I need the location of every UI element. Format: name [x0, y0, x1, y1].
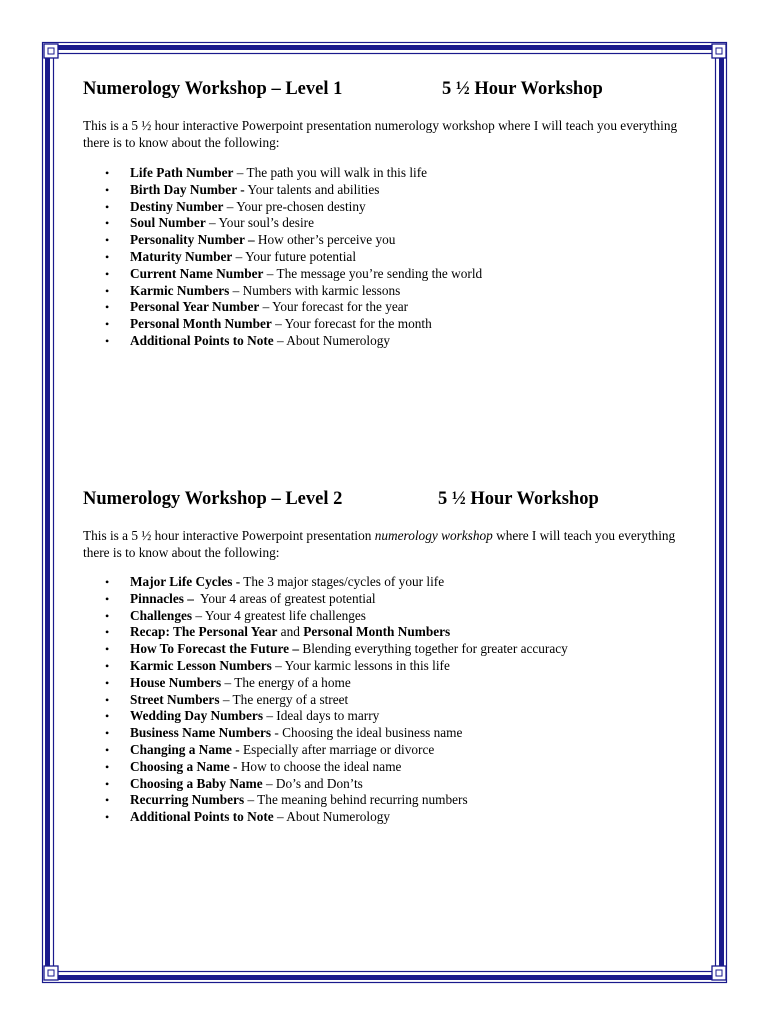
list-item: [83, 708, 693, 725]
list-item-description: – Your 4 greatest life challenges: [192, 607, 366, 623]
list-item: [83, 316, 693, 333]
list-item-description: – Ideal days to marry: [263, 708, 380, 724]
bullet-icon: •: [105, 759, 110, 774]
list-item-term: Recurring Numbers: [130, 792, 245, 808]
list-item: [83, 624, 693, 641]
list-item-description: – Numbers with karmic lessons: [229, 282, 401, 298]
bullet-icon: •: [105, 675, 110, 690]
list-item-description: – The message you’re sending the world: [263, 265, 483, 281]
bullet-icon: •: [105, 216, 110, 231]
level-2-topic-list: [83, 574, 693, 826]
list-item-description: – About Numerology: [273, 809, 391, 825]
list-item: [83, 608, 693, 625]
list-item: [83, 742, 693, 759]
list-item-description: – Your forecast for the year: [259, 299, 409, 315]
bullet-icon: •: [105, 793, 110, 808]
list-item-term: Additional Points to Note: [130, 809, 274, 825]
level-2-intro-text: This is a 5 ½ hour interactive Powerpoint presentation: [83, 528, 375, 543]
bullet-icon: •: [105, 776, 110, 791]
list-item-term: Pinnacles –: [130, 590, 194, 606]
list-item-term: Soul Number: [130, 215, 206, 231]
list-item-term: Personality Number –: [130, 232, 255, 248]
list-item-term: Business Name Numbers: [130, 725, 272, 741]
level-1-intro: This is a 5 ½ hour interactive Powerpoint presentation numerology workshop where I will teach you everything there is to know about the following:: [83, 118, 678, 150]
list-item: [83, 232, 693, 249]
list-item: [83, 692, 693, 709]
level-2-title: Numerology Workshop – Level 2: [83, 489, 343, 509]
list-item: [83, 675, 693, 692]
level-1-duration: 5 ½ Hour Workshop: [442, 79, 603, 99]
list-item-description: – Your soul’s desire: [205, 215, 314, 231]
bullet-icon: •: [105, 726, 110, 741]
list-item: [83, 215, 693, 232]
level-2-intro: [83, 527, 693, 561]
list-item-description: – Your karmic lessons in this life: [271, 657, 450, 673]
list-item: [83, 333, 693, 350]
bullet-icon: •: [105, 625, 110, 640]
list-item-description: Especially after marriage or divorce: [239, 741, 435, 757]
level-1-title: Numerology Workshop – Level 1: [83, 79, 343, 99]
bullet-icon: •: [105, 300, 110, 315]
list-item-description: – Your pre-chosen destiny: [223, 198, 366, 214]
level-1-heading: [83, 79, 693, 103]
bullet-icon: •: [105, 266, 110, 281]
bullet-icon: •: [105, 591, 110, 606]
bullet-icon: •: [105, 810, 110, 825]
list-item-description: – The energy of a home: [221, 674, 351, 690]
list-item: [83, 792, 693, 809]
list-item-description: Blending everything together for greater accuracy: [299, 641, 568, 657]
bullet-icon: •: [105, 742, 110, 757]
bullet-icon: •: [105, 283, 110, 298]
list-item-description: Your 4 areas of greatest potential: [193, 590, 376, 606]
list-item: [83, 776, 693, 793]
list-item-term: House Numbers: [130, 674, 222, 690]
bullet-icon: •: [105, 166, 110, 180]
list-item-term: Changing a Name -: [130, 741, 240, 757]
level-2-duration: 5 ½ Hour Workshop: [438, 489, 599, 509]
list-item: [83, 809, 693, 826]
list-item-description: – Your forecast for the month: [271, 316, 432, 332]
bullet-icon: •: [105, 249, 110, 264]
list-item-term: Birth Day Number -: [130, 181, 245, 197]
bullet-icon: •: [105, 692, 110, 707]
list-item-description: - Choosing the ideal business name: [271, 725, 463, 741]
list-item-term: Personal Year Number: [130, 299, 260, 315]
level-2-intro-text-end: where I will teach you everything there is to know about the following:: [83, 528, 676, 560]
level-2-intro-emphasis: numerology workshop: [374, 528, 493, 543]
list-item-term: Additional Points to Note: [130, 332, 274, 348]
list-item-term: Major Life Cycles -: [130, 574, 241, 589]
list-item: [83, 759, 693, 776]
list-item-description: How to choose the ideal name: [237, 758, 402, 774]
list-item-term: Choosing a Baby Name: [130, 775, 263, 791]
list-item-description: – Do’s and Don’ts: [262, 775, 363, 791]
bullet-icon: •: [105, 658, 110, 673]
list-item-description: – The path you will walk in this life: [233, 165, 428, 180]
list-item-description: The 3 major stages/cycles of your life: [240, 574, 445, 589]
list-item-description: – The meaning behind recurring numbers: [244, 792, 468, 808]
bullet-icon: •: [105, 317, 110, 332]
bullet-icon: •: [105, 199, 110, 214]
list-item-term: Choosing a Name -: [130, 758, 238, 774]
list-item: [83, 574, 693, 591]
level-2-heading: [83, 489, 693, 513]
list-item-description: – About Numerology: [273, 332, 391, 348]
list-item-description: Your talents and abilities: [244, 181, 380, 197]
bullet-icon: •: [105, 182, 110, 197]
level-1-section: [83, 79, 693, 350]
list-item-term: Destiny Number: [130, 198, 224, 214]
list-item-description: – Your future potential: [232, 248, 357, 264]
list-item-description: and: [277, 624, 304, 640]
level-1-topic-list: [83, 165, 693, 350]
list-item: [83, 182, 693, 199]
bullet-icon: •: [105, 608, 110, 623]
list-item-description: How other’s perceive you: [254, 232, 396, 248]
list-item-description: – The energy of a street: [219, 691, 349, 707]
list-item-term: Karmic Lesson Numbers: [130, 657, 272, 673]
list-item-term: Current Name Number: [130, 265, 264, 281]
list-item: [83, 165, 693, 182]
list-item-term-secondary: Personal Month Numbers: [303, 624, 451, 640]
list-item: [83, 283, 693, 300]
list-item: [83, 266, 693, 283]
bullet-icon: •: [105, 709, 110, 724]
list-item: [83, 725, 693, 742]
list-item-term: Life Path Number: [130, 165, 234, 180]
list-item-term: Wedding Day Numbers: [130, 708, 263, 724]
bullet-icon: •: [105, 233, 110, 248]
list-item-term: Personal Month Number: [130, 316, 272, 332]
list-item: [83, 249, 693, 266]
list-item: [83, 641, 693, 658]
list-item-term: How To Forecast the Future –: [130, 641, 300, 657]
list-item: [83, 591, 693, 608]
list-item: [83, 658, 693, 675]
level-2-section: [83, 489, 693, 826]
bullet-icon: •: [105, 575, 110, 589]
list-item: [83, 199, 693, 216]
bullet-icon: •: [105, 333, 110, 348]
list-item-term: Street Numbers: [130, 691, 220, 707]
list-item-term: Recap: The Personal Year: [130, 624, 278, 640]
list-item: [83, 299, 693, 316]
list-item-term: Karmic Numbers: [130, 282, 230, 298]
list-item-term: Maturity Number: [130, 248, 233, 264]
list-item-term: Challenges: [130, 607, 193, 623]
bullet-icon: •: [105, 642, 110, 657]
